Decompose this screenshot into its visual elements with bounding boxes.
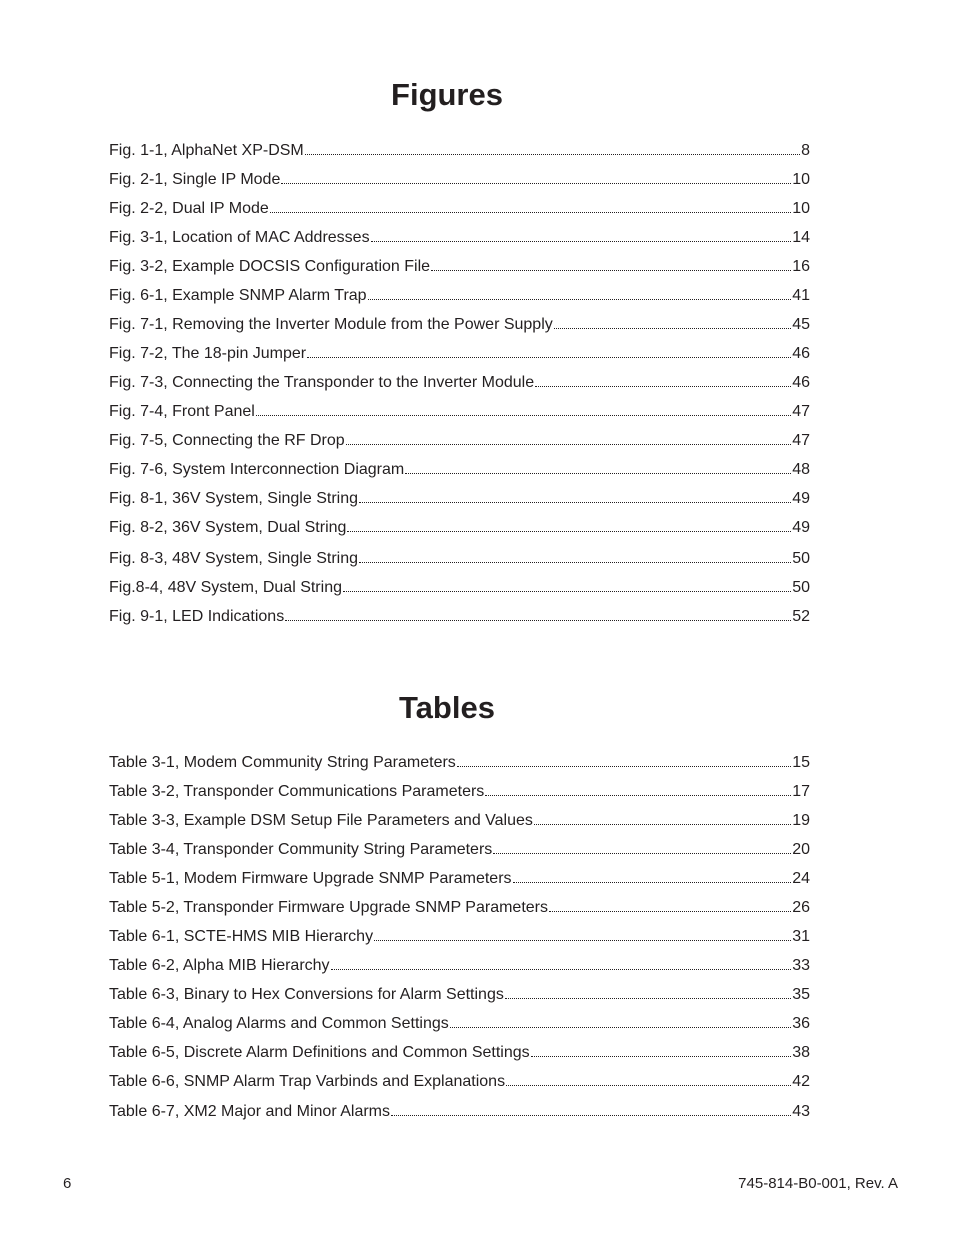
dot-leader bbox=[391, 1101, 791, 1116]
entry-label: Fig. 2-1, Single IP Mode bbox=[109, 171, 281, 188]
entry-label: Fig. 9-1, LED Indications bbox=[109, 608, 285, 625]
tables-heading: Tables bbox=[399, 690, 495, 725]
entry-page-number: 52 bbox=[792, 608, 810, 625]
entry-page-number: 49 bbox=[792, 490, 810, 507]
dot-leader bbox=[285, 606, 791, 621]
table-entry bbox=[109, 810, 810, 830]
dot-leader bbox=[505, 984, 791, 999]
figure-entry bbox=[109, 256, 810, 276]
entry-label: Fig. 7-3, Connecting the Transponder to the Inverter Module bbox=[109, 374, 535, 391]
entry-page-number: 10 bbox=[792, 171, 810, 188]
figure-entry bbox=[109, 577, 810, 597]
entry-page-number: 15 bbox=[792, 754, 810, 771]
table-entry bbox=[109, 897, 810, 917]
dot-leader bbox=[549, 897, 791, 912]
dot-leader bbox=[534, 810, 791, 825]
figure-entry bbox=[109, 488, 810, 508]
figure-entry bbox=[109, 606, 810, 626]
dot-leader bbox=[405, 459, 791, 474]
entry-label: Table 6-6, SNMP Alarm Trap Varbinds and Explanations bbox=[109, 1073, 506, 1090]
entry-page-number: 42 bbox=[792, 1073, 810, 1090]
entry-label: Table 3-3, Example DSM Setup File Parameters and Values bbox=[109, 812, 533, 829]
entry-label: Table 3-2, Transponder Communications Parameters bbox=[109, 783, 485, 800]
dot-leader bbox=[359, 548, 791, 563]
dot-leader bbox=[256, 401, 791, 416]
entry-page-number: 24 bbox=[792, 870, 810, 887]
entry-page-number: 48 bbox=[792, 461, 810, 478]
dot-leader bbox=[305, 140, 800, 155]
entry-page-number: 41 bbox=[792, 287, 810, 304]
entry-page-number: 17 bbox=[792, 783, 810, 800]
figure-entry bbox=[109, 517, 810, 537]
dot-leader bbox=[513, 868, 792, 883]
dot-leader bbox=[431, 256, 791, 271]
dot-leader bbox=[374, 926, 791, 941]
figure-entry bbox=[109, 459, 810, 479]
dot-leader bbox=[485, 781, 791, 796]
entry-label: Table 6-4, Analog Alarms and Common Settings bbox=[109, 1015, 449, 1032]
table-entry bbox=[109, 1101, 810, 1121]
table-entry bbox=[109, 1042, 810, 1062]
dot-leader bbox=[346, 430, 792, 445]
table-entry bbox=[109, 984, 810, 1004]
entry-label: Fig. 1-1, AlphaNet XP-DSM bbox=[109, 142, 304, 159]
entry-page-number: 46 bbox=[792, 345, 810, 362]
entry-page-number: 36 bbox=[792, 1015, 810, 1032]
entry-label: Table 5-2, Transponder Firmware Upgrade SNMP Parameters bbox=[109, 899, 548, 916]
entry-page-number: 16 bbox=[792, 258, 810, 275]
entry-label: Fig. 7-2, The 18-pin Jumper bbox=[109, 345, 307, 362]
entry-label: Table 6-7, XM2 Major and Minor Alarms bbox=[109, 1103, 390, 1120]
entry-page-number: 14 bbox=[792, 229, 810, 246]
dot-leader bbox=[531, 1042, 792, 1057]
entry-page-number: 49 bbox=[792, 519, 810, 536]
entry-label: Table 6-2, Alpha MIB Hierarchy bbox=[109, 957, 330, 974]
figure-entry bbox=[109, 285, 810, 305]
dot-leader bbox=[281, 169, 791, 184]
entry-label: Fig. 7-1, Removing the Inverter Module from the Power Supply bbox=[109, 316, 553, 333]
entry-label: Fig. 2-2, Dual IP Mode bbox=[109, 200, 269, 217]
entry-label: Table 3-4, Transponder Community String Parameters bbox=[109, 841, 493, 858]
figure-entry bbox=[109, 227, 810, 247]
entry-page-number: 31 bbox=[792, 928, 810, 945]
entry-page-number: 47 bbox=[792, 403, 810, 420]
entry-label: Fig. 6-1, Example SNMP Alarm Trap bbox=[109, 287, 367, 304]
figure-entry bbox=[109, 140, 810, 160]
table-entry bbox=[109, 781, 810, 801]
table-entry bbox=[109, 955, 810, 975]
dot-leader bbox=[331, 955, 792, 970]
table-entry bbox=[109, 926, 810, 946]
entry-page-number: 35 bbox=[792, 986, 810, 1003]
figure-entry bbox=[109, 169, 810, 189]
table-entry bbox=[109, 1071, 810, 1091]
dot-leader bbox=[450, 1013, 791, 1028]
entry-page-number: 10 bbox=[792, 200, 810, 217]
dot-leader bbox=[371, 227, 792, 242]
figure-entry bbox=[109, 343, 810, 363]
dot-leader bbox=[359, 488, 791, 503]
dot-leader bbox=[554, 314, 791, 329]
entry-label: Table 6-5, Discrete Alarm Definitions and Common Settings bbox=[109, 1044, 530, 1061]
table-entry bbox=[109, 839, 810, 859]
entry-page-number: 19 bbox=[792, 812, 810, 829]
dot-leader bbox=[270, 198, 791, 213]
table-entry bbox=[109, 752, 810, 772]
entry-label: Fig. 8-3, 48V System, Single String bbox=[109, 550, 358, 567]
figure-entry bbox=[109, 430, 810, 450]
entry-page-number: 8 bbox=[801, 142, 810, 159]
entry-label: Table 6-1, SCTE-HMS MIB Hierarchy bbox=[109, 928, 374, 945]
dot-leader bbox=[493, 839, 791, 854]
table-entry bbox=[109, 1013, 810, 1033]
entry-label: Fig.8-4, 48V System, Dual String bbox=[109, 579, 342, 596]
entry-page-number: 47 bbox=[792, 432, 810, 449]
entry-page-number: 20 bbox=[792, 841, 810, 858]
document-number: 745-814-B0-001, Rev. A bbox=[738, 1175, 898, 1192]
entry-page-number: 26 bbox=[792, 899, 810, 916]
dot-leader bbox=[347, 517, 791, 532]
entry-page-number: 45 bbox=[792, 316, 810, 333]
entry-label: Fig. 8-1, 36V System, Single String bbox=[109, 490, 358, 507]
entry-label: Fig. 8-2, 36V System, Dual String bbox=[109, 519, 347, 536]
dot-leader bbox=[457, 752, 791, 767]
figure-entry bbox=[109, 548, 810, 568]
dot-leader bbox=[506, 1071, 791, 1086]
entry-label: Fig. 3-1, Location of MAC Addresses bbox=[109, 229, 370, 246]
entry-page-number: 50 bbox=[792, 550, 810, 567]
page-number: 6 bbox=[63, 1175, 72, 1192]
entry-label: Fig. 3-2, Example DOCSIS Configuration File bbox=[109, 258, 431, 275]
figure-entry bbox=[109, 198, 810, 218]
figures-heading: Figures bbox=[391, 77, 503, 112]
entry-label: Fig. 7-6, System Interconnection Diagram bbox=[109, 461, 405, 478]
figure-entry bbox=[109, 372, 810, 392]
figure-entry bbox=[109, 401, 810, 421]
entry-label: Fig. 7-4, Front Panel bbox=[109, 403, 255, 420]
entry-label: Table 5-1, Modem Firmware Upgrade SNMP Parameters bbox=[109, 870, 512, 887]
entry-page-number: 46 bbox=[792, 374, 810, 391]
entry-page-number: 43 bbox=[792, 1103, 810, 1120]
entry-page-number: 33 bbox=[792, 957, 810, 974]
dot-leader bbox=[343, 577, 791, 592]
dot-leader bbox=[307, 343, 791, 358]
table-entry bbox=[109, 868, 810, 888]
entry-label: Table 6-3, Binary to Hex Conversions for Alarm Settings bbox=[109, 986, 504, 1003]
dot-leader bbox=[368, 285, 792, 300]
dot-leader bbox=[535, 372, 791, 387]
entry-page-number: 50 bbox=[792, 579, 810, 596]
figure-entry bbox=[109, 314, 810, 334]
entry-label: Fig. 7-5, Connecting the RF Drop bbox=[109, 432, 345, 449]
entry-page-number: 38 bbox=[792, 1044, 810, 1061]
entry-label: Table 3-1, Modem Community String Parameters bbox=[109, 754, 456, 771]
